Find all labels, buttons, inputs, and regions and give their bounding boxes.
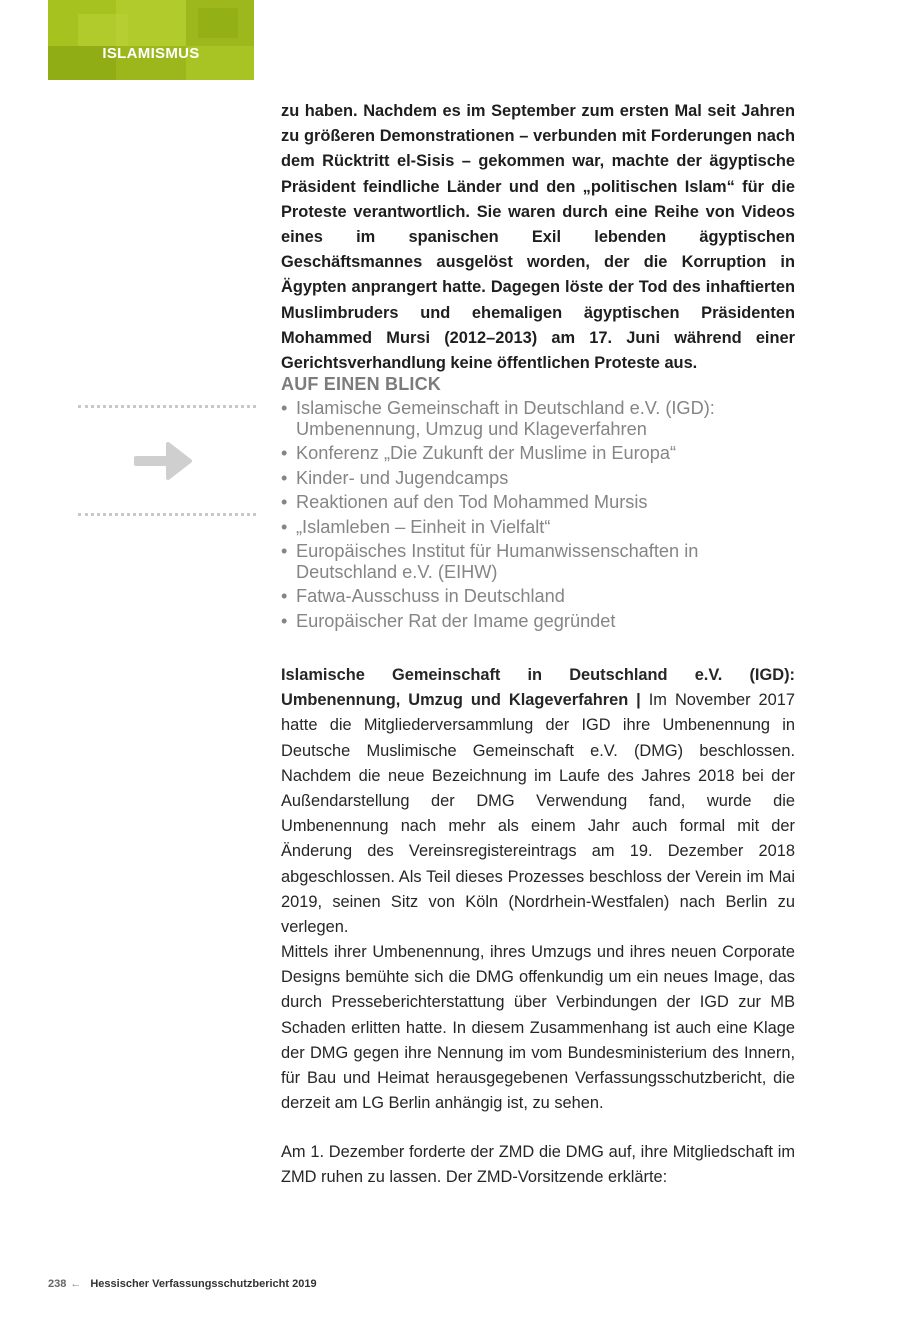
bullet-icon: • xyxy=(281,398,288,418)
overview-item-text: Reaktionen auf den Tod Mohammed Mursis xyxy=(296,492,648,513)
arrow-right-icon xyxy=(132,436,196,486)
overview-title: AUF EINEN BLICK xyxy=(281,374,441,394)
paragraph-zmd: Am 1. Dezember forderte der ZMD die DMG auf, ihre Mitgliedschaft im ZMD ruhen zu lassen. Der ZMD-Vorsitzende erklärte: xyxy=(281,1143,795,1187)
overview-item xyxy=(281,517,841,538)
overview-item-text: Fatwa-Ausschuss in Deutschland xyxy=(296,586,565,607)
bullet-icon: • xyxy=(281,516,288,537)
bullet-icon: • xyxy=(281,467,288,488)
dotted-divider-top xyxy=(78,405,256,408)
bullet-icon: • xyxy=(281,443,288,464)
overview-item-text: Europäischer Rat der Imame gegründet xyxy=(296,610,616,631)
back-arrow-icon[interactable]: ← xyxy=(70,1278,82,1290)
overview-item-text: Europäisches Institut für Humanwissenschaften in Deutschland e.V. (EIHW) xyxy=(296,541,699,582)
page-number: 238 xyxy=(48,1278,67,1290)
publication-title: Hessischer Verfassungsschutzbericht 2019 xyxy=(90,1278,317,1290)
bullet-icon: • xyxy=(281,586,288,607)
paragraph-igd xyxy=(281,663,795,940)
overview-item xyxy=(281,468,841,489)
page-footer xyxy=(48,1278,317,1290)
section-tab xyxy=(48,0,254,80)
bullet-icon: • xyxy=(281,610,288,631)
overview-item-text: Kinder- und Jugendcamps xyxy=(296,467,509,488)
overview-item xyxy=(281,586,841,607)
overview-item xyxy=(281,611,841,632)
overview-item xyxy=(281,398,841,439)
paragraph-igd-text: Im November 2017 hatte die Mitgliederversammlung der IGD ihre Umbenennung in Deutsche Muslimische Gemeinschaft e.V. (DMG) beschlossen. Nachdem die neue Bezeichnung im Laufe des Jahres 2018 bei der Außendarstellung der DMG Verwendung fand, wurde die Umbenennung nach mehr als einem Jahr auch formal mit der Änderung des Vereinsregistereintrags am 19. Dezember 2018 abgeschlossen. Als Teil dieses Prozesses beschloss der Verein im Mai 2019, seinen Sitz von Köln (Nordrhein-Westfalen) nach Berlin zu verlegen. xyxy=(281,691,795,937)
bullet-icon: • xyxy=(281,541,288,562)
dotted-divider-bottom xyxy=(78,513,256,516)
overview-item xyxy=(281,492,841,513)
bullet-icon: • xyxy=(281,492,288,513)
overview-item xyxy=(281,443,841,464)
overview-item xyxy=(281,541,736,582)
overview-list xyxy=(281,398,841,635)
section-tab-mosaic xyxy=(48,0,254,80)
paragraph-lead-heading: Islamische Gemeinschaft in Deutschland e.V. (IGD): Umbenennung, Umzug und Klageverfahren | xyxy=(281,666,795,710)
intro-paragraph: zu haben. Nachdem es im September zum ersten Mal seit Jahren zu größeren Demonstrationen – verbunden mit Forderungen nach dem Rücktritt el-Sisis – gekommen war, machte der ägyptische Präsident feindliche Länder und den „politischen Islam“ für die Proteste verantwortlich. Sie waren durch eine Reihe von Videos eines im spanischen Exil lebenden ägyptischen Geschäftsmannes ausgelöst worden, der die Korruption in Ägypten anprangert hatte. Dagegen löste der Tod des inhaftierten Muslimbruders und ehemaligen ägyptischen Präsidenten Mohammed Mursi (2012–2013) am 17. Juni während einer Gerichtsverhandlung keine öffentlichen Proteste aus. xyxy=(281,102,795,373)
paragraph-dmg-image: Mittels ihrer Umbenennung, ihres Umzugs und ihres neuen Corporate Designs bemühte sich die DMG offenkundig um ein neues Image, das durch Presseberichterstattung über Verbindungen der IGD zur MB Schaden erlitten hatte. In diesem Zusammenhang ist auch eine Klage der DMG gegen ihre Nennung im vom Bundesministerium des Innern, für Bau und Heimat herausgegebenen Verfassungsschutzbericht, die derzeit am LG Berlin anhängig ist, zu sehen. xyxy=(281,943,795,1113)
overview-item-text: Islamische Gemeinschaft in Deutschland e.V. (IGD): Umbenennung, Umzug und Klageverfahren xyxy=(296,398,715,439)
overview-item-text: Konferenz „Die Zukunft der Muslime in Europa“ xyxy=(296,443,677,464)
section-label: ISLAMISMUS xyxy=(102,45,200,62)
overview-item-text: „Islamleben – Einheit in Vielfalt“ xyxy=(296,516,551,537)
